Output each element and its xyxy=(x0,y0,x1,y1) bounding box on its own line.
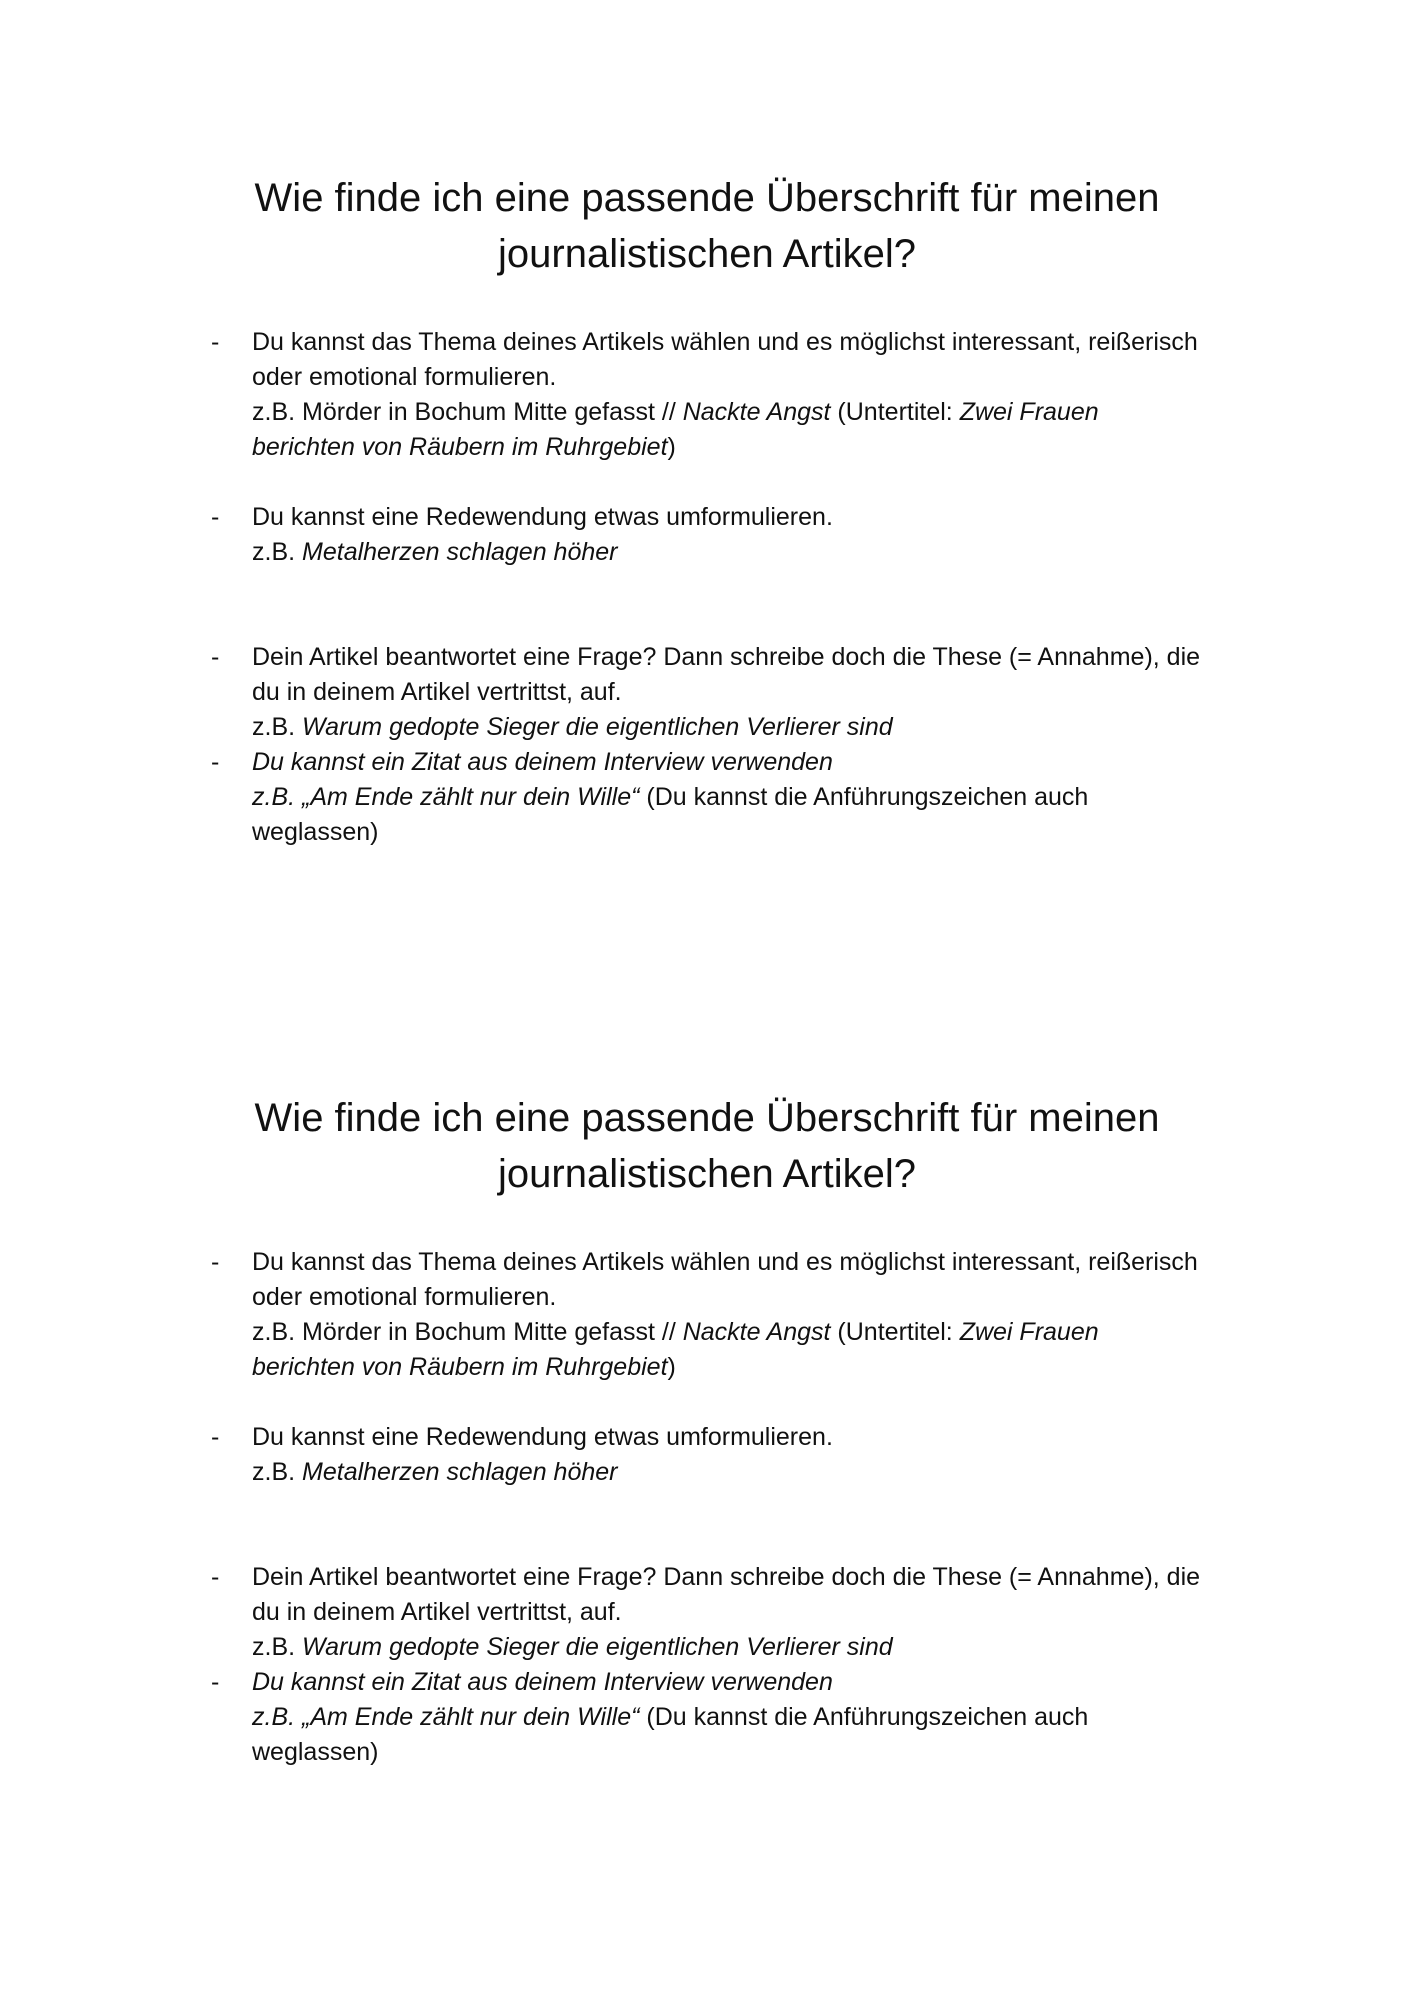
example-rest: (Du kannst die Anführungszeichen auch xyxy=(639,1703,1089,1731)
item-line xyxy=(252,1665,1252,1700)
section-title xyxy=(207,170,1207,282)
example-line xyxy=(252,535,1252,570)
list-item-text xyxy=(252,325,1252,465)
title-line-1: Wie finde ich eine passende Überschrift für meinen xyxy=(254,1096,1160,1140)
example-italic: Nackte Angst xyxy=(682,398,831,426)
example-line xyxy=(252,1630,1252,1665)
example-prefix: z.B. Mörder in Bochum Mitte gefasst // xyxy=(252,398,683,426)
example-line xyxy=(252,780,1252,815)
example-mid: (Untertitel: xyxy=(830,398,960,426)
bullet-dash: - xyxy=(211,503,220,531)
example-italic: Warum gedopte Sieger die eigentlichen Verlierer sind xyxy=(302,713,893,741)
list-item-text xyxy=(252,500,1252,570)
example-italic: berichten von Räubern im Ruhrgebiet xyxy=(252,1353,668,1381)
example-prefix: z.B. xyxy=(252,1458,303,1486)
example-italic: Metalherzen schlagen höher xyxy=(302,1458,618,1486)
bullet-dash: - xyxy=(211,1248,220,1276)
list-item-text xyxy=(252,745,1252,850)
example-line xyxy=(252,395,1252,430)
example-italic: berichten von Räubern im Ruhrgebiet xyxy=(252,433,668,461)
title-line-2: journalistischen Artikel? xyxy=(498,232,916,276)
item-line: Du kannst eine Redewendung etwas umformulieren. xyxy=(252,503,833,531)
bullet-dash: - xyxy=(211,1423,220,1451)
bullet-dash: - xyxy=(211,328,220,356)
example-italic: Zwei Frauen xyxy=(959,1318,1099,1346)
item-italic: Du kannst ein Zitat aus deinem Interview verwenden xyxy=(252,748,833,776)
item-line: weglassen) xyxy=(252,1738,379,1766)
example-italic: Warum gedopte Sieger die eigentlichen Verlierer sind xyxy=(302,1633,893,1661)
bullet-dash: - xyxy=(211,1668,220,1696)
section-title xyxy=(207,1090,1207,1202)
item-line: du in deinem Artikel vertrittst, auf. xyxy=(252,1598,622,1626)
example-prefix: z.B. xyxy=(252,713,303,741)
example-prefix: z.B. Mörder in Bochum Mitte gefasst // xyxy=(252,1318,683,1346)
example-italic: Zwei Frauen xyxy=(959,398,1099,426)
example-line xyxy=(252,430,1252,465)
example-italic: z.B. „Am Ende zählt nur dein Wille“ xyxy=(252,1703,640,1731)
bullet-dash: - xyxy=(211,748,220,776)
item-line: Du kannst eine Redewendung etwas umformulieren. xyxy=(252,1423,833,1451)
example-end: ) xyxy=(667,1353,676,1381)
title-line-1: Wie finde ich eine passende Überschrift für meinen xyxy=(254,176,1160,220)
example-end: ) xyxy=(667,433,676,461)
example-line xyxy=(252,1700,1252,1735)
example-mid: (Untertitel: xyxy=(830,1318,960,1346)
item-line: oder emotional formulieren. xyxy=(252,1283,557,1311)
example-italic: Metalherzen schlagen höher xyxy=(302,538,618,566)
example-line xyxy=(252,1315,1252,1350)
example-line xyxy=(252,1350,1252,1385)
item-line: Du kannst das Thema deines Artikels wählen und es möglichst interessant, reißerisch xyxy=(252,328,1198,356)
list-item-text xyxy=(252,1420,1252,1490)
example-line xyxy=(252,710,1252,745)
item-line: Dein Artikel beantwortet eine Frage? Dann schreibe doch die These (= Annahme), die xyxy=(252,1563,1201,1591)
example-rest: (Du kannst die Anführungszeichen auch xyxy=(639,783,1089,811)
title-line-2: journalistischen Artikel? xyxy=(498,1152,916,1196)
worksheet-section-2 xyxy=(0,1090,1414,1766)
list-item-text xyxy=(252,1245,1252,1385)
list-item-text xyxy=(252,1560,1252,1665)
example-prefix: z.B. xyxy=(252,1633,303,1661)
item-line: oder emotional formulieren. xyxy=(252,363,557,391)
bullet-dash: - xyxy=(211,1563,220,1591)
item-line: Dein Artikel beantwortet eine Frage? Dann schreibe doch die These (= Annahme), die xyxy=(252,643,1201,671)
item-line: du in deinem Artikel vertrittst, auf. xyxy=(252,678,622,706)
bullet-dash: - xyxy=(211,643,220,671)
worksheet-section-1 xyxy=(0,170,1414,846)
example-line xyxy=(252,1455,1252,1490)
item-line: weglassen) xyxy=(252,818,379,846)
item-line xyxy=(252,745,1252,780)
item-line: Du kannst das Thema deines Artikels wählen und es möglichst interessant, reißerisch xyxy=(252,1248,1198,1276)
example-italic: Nackte Angst xyxy=(682,1318,831,1346)
list-item-text xyxy=(252,1665,1252,1770)
example-italic: z.B. „Am Ende zählt nur dein Wille“ xyxy=(252,783,640,811)
list-item-text xyxy=(252,640,1252,745)
item-italic: Du kannst ein Zitat aus deinem Interview verwenden xyxy=(252,1668,833,1696)
example-prefix: z.B. xyxy=(252,538,303,566)
